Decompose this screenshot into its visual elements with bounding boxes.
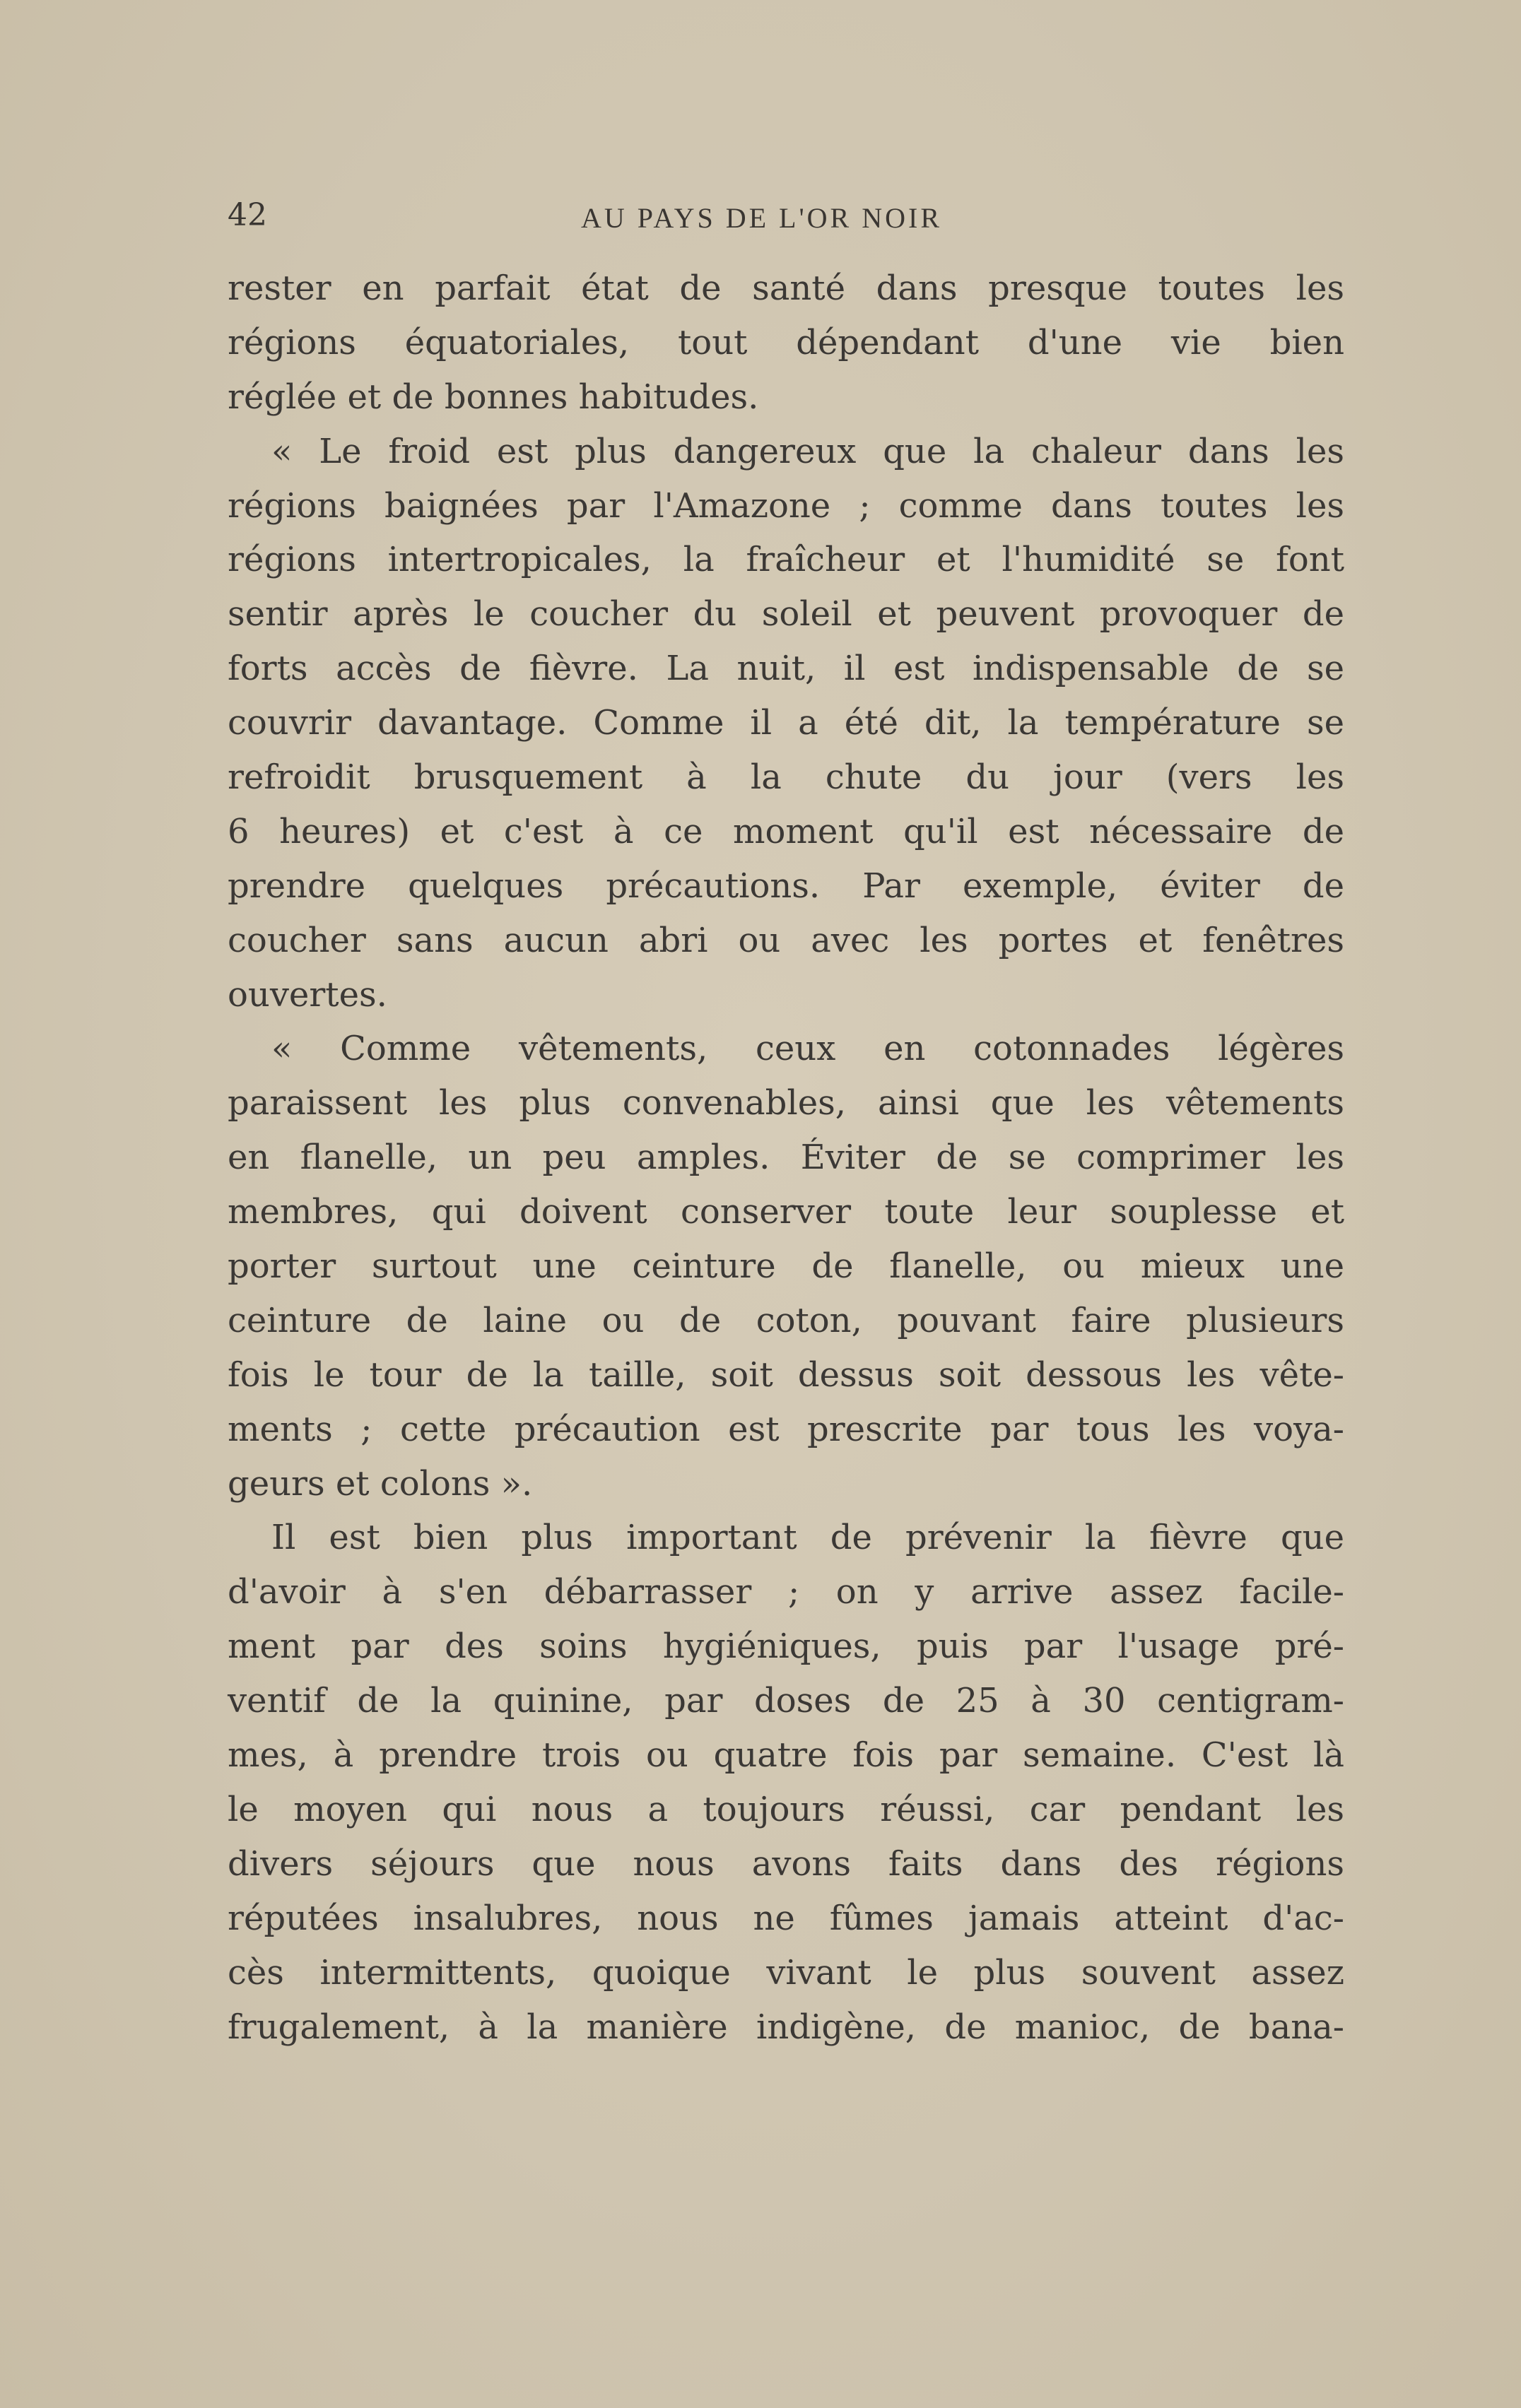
text-line: Il est bien plus important de prévenir la fièvre que <box>271 1518 1344 1558</box>
text-line: ventif de la quinine, par doses de 25 à 30 centigram- <box>228 1681 1344 1721</box>
page-header <box>228 191 1344 240</box>
running-title: AU PAYS DE L'OR NOIR <box>581 202 942 234</box>
text-line: réputées insalubres, nous ne fûmes jamais atteint d'ac- <box>228 1898 1344 1938</box>
text-line: « Comme vêtements, ceux en cotonnades légères <box>271 1029 1344 1069</box>
text-line: d'avoir à s'en débarrasser ; on y arrive assez facile- <box>228 1572 1344 1612</box>
text-line: mes, à prendre trois ou quatre fois par semaine. C'est là <box>228 1735 1344 1776</box>
text-line: porter surtout une ceinture de flanelle, ou mieux une <box>228 1246 1344 1287</box>
text-line: ouvertes. <box>228 974 387 1015</box>
text-line: couvrir davantage. Comme il a été dit, la température se <box>228 703 1344 743</box>
text-line: sentir après le coucher du soleil et peuvent provoquer de <box>228 594 1344 635</box>
text-line: refroidit brusquement à la chute du jour (vers les <box>228 757 1344 798</box>
text-line: geurs et colons ». <box>228 1463 533 1504</box>
text-line: paraissent les plus convenables, ainsi que les vêtements <box>228 1083 1344 1123</box>
body-text <box>228 261 1344 2054</box>
text-line: régions baignées par l'Amazone ; comme dans toutes les <box>228 485 1344 526</box>
text-line: fois le tour de la taille, soit dessus soit dessous les vête- <box>228 1354 1344 1395</box>
text-line: rester en parfait état de santé dans presque toutes les <box>228 268 1344 308</box>
text-line: ment par des soins hygiéniques, puis par l'usage pré- <box>228 1627 1344 1667</box>
text-line: régions intertropicales, la fraîcheur et l'humidité se font <box>228 540 1344 580</box>
text-line: frugalement, à la manière indigène, de manioc, de bana- <box>228 2007 1344 2047</box>
text-line: en flanelle, un peu amples. Éviter de se comprimer les <box>228 1138 1344 1178</box>
text-line: réglée et de bonnes habitudes. <box>228 377 759 417</box>
text-line: « Le froid est plus dangereux que la chaleur dans les <box>271 431 1344 471</box>
text-line: ceinture de laine ou de coton, pouvant faire plusieurs <box>228 1300 1344 1340</box>
page-number: 42 <box>228 197 267 233</box>
text-line: membres, qui doivent conserver toute leur souplesse et <box>228 1192 1344 1232</box>
text-line: ments ; cette précaution est prescrite par tous les voya- <box>228 1409 1344 1449</box>
text-line: régions équatoriales, tout dépendant d'une vie bien <box>228 322 1344 362</box>
text-line: prendre quelques précautions. Par exemple, éviter de <box>228 866 1344 906</box>
text-line: divers séjours que nous avons faits dans des régions <box>228 1843 1344 1884</box>
text-line: coucher sans aucun abri ou avec les portes et fenêtres <box>228 920 1344 960</box>
text-line: 6 heures) et c'est à ce moment qu'il est nécessaire de <box>228 811 1344 851</box>
text-line: cès intermittents, quoique vivant le plus souvent assez <box>228 1952 1344 1993</box>
text-line: forts accès de fièvre. La nuit, il est indispensable de se <box>228 649 1344 689</box>
text-line: le moyen qui nous a toujours réussi, car pendant les <box>228 1789 1344 1829</box>
